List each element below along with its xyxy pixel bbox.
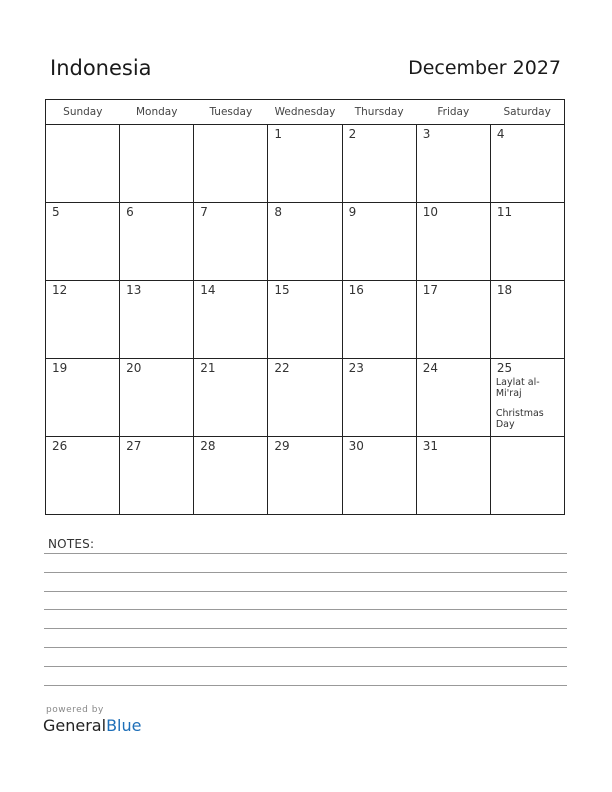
day-number: 11: [496, 205, 513, 219]
day-number: 19: [52, 361, 68, 375]
day-number: [46, 125, 119, 127]
day-cell: [268, 437, 342, 515]
day-number: 3: [422, 127, 431, 141]
day-cell: [120, 359, 194, 437]
day-number: [120, 125, 193, 127]
day-cell: [120, 437, 194, 515]
day-number: 14: [200, 283, 216, 297]
brand-general: General: [43, 716, 107, 735]
day-cell: [490, 203, 564, 281]
note-line: [44, 609, 567, 610]
day-number: 12: [52, 283, 68, 297]
day-number: 17: [422, 283, 438, 297]
day-number: 24: [422, 361, 438, 375]
day-cell: [46, 281, 120, 359]
day-cell: [46, 125, 120, 203]
day-cell: [490, 281, 564, 359]
day-number: 8: [274, 205, 283, 219]
day-cell: [120, 281, 194, 359]
day-number: 4: [496, 127, 505, 141]
day-number: 23: [348, 361, 364, 375]
day-cell: [342, 437, 416, 515]
day-number: 2: [348, 127, 357, 141]
brand-blue: Blue: [106, 716, 142, 735]
note-line: [44, 553, 567, 554]
day-number: 31: [422, 439, 438, 453]
week-row: [46, 437, 565, 515]
day-cell: [194, 437, 268, 515]
notes-label: NOTES:: [48, 537, 95, 551]
day-cell-holiday: [490, 359, 564, 437]
generalblue-logo: [43, 716, 141, 735]
day-number: 7: [200, 205, 208, 219]
weekday-sunday: Sunday: [46, 100, 120, 125]
day-number: 9: [348, 205, 357, 219]
day-number: 18: [496, 283, 513, 297]
day-cell: [416, 281, 490, 359]
day-cell: [120, 203, 194, 281]
day-number: 30: [348, 439, 364, 453]
holiday-christmas-day: Christmas Day: [495, 408, 544, 430]
day-cell: [342, 203, 416, 281]
day-number: 5: [52, 205, 60, 219]
day-cell: [46, 359, 120, 437]
week-row: [46, 203, 565, 281]
day-cell: [342, 359, 416, 437]
day-cell: [194, 359, 268, 437]
holiday-laylat-al-miraj: Laylat al-Mi'raj: [495, 377, 540, 399]
day-cell: [342, 281, 416, 359]
day-number: 16: [348, 283, 364, 297]
day-number: 20: [126, 361, 142, 375]
month-title: December 2027: [408, 57, 561, 79]
weekday-friday: Friday: [416, 100, 490, 125]
day-number: 26: [52, 439, 68, 453]
note-line: [44, 666, 567, 667]
week-row: [46, 125, 565, 203]
powered-by-text: powered by: [46, 705, 104, 715]
day-cell: [342, 125, 416, 203]
day-number: 1: [274, 127, 283, 141]
day-number: 10: [422, 205, 438, 219]
week-row: [46, 359, 565, 437]
day-cell: [268, 125, 342, 203]
day-number: [194, 125, 267, 127]
day-cell: [194, 281, 268, 359]
day-cell: [416, 359, 490, 437]
day-number: 15: [274, 283, 290, 297]
day-number: 13: [126, 283, 142, 297]
day-number: 27: [126, 439, 142, 453]
country-title: Indonesia: [50, 56, 152, 80]
day-number: [491, 437, 564, 439]
note-line: [44, 647, 567, 648]
day-cell: [416, 203, 490, 281]
day-cell: [194, 125, 268, 203]
day-number: 28: [200, 439, 216, 453]
note-line: [44, 591, 567, 592]
weekday-tuesday: Tuesday: [194, 100, 268, 125]
day-number: 25: [496, 361, 513, 375]
day-cell: [416, 437, 490, 515]
weekday-monday: Monday: [120, 100, 194, 125]
calendar-grid: [45, 99, 565, 515]
day-cell: [490, 437, 564, 515]
day-number: 29: [274, 439, 290, 453]
note-line: [44, 572, 567, 573]
weekday-wednesday: Wednesday: [268, 100, 342, 125]
day-cell: [194, 203, 268, 281]
day-cell: [490, 125, 564, 203]
day-cell: [268, 359, 342, 437]
day-number: 21: [200, 361, 216, 375]
day-cell: [120, 125, 194, 203]
day-cell: [268, 281, 342, 359]
weekday-header-row: [46, 100, 565, 125]
weekday-saturday: Saturday: [490, 100, 564, 125]
note-line: [44, 628, 567, 629]
day-cell: [268, 203, 342, 281]
weekday-thursday: Thursday: [342, 100, 416, 125]
day-cell: [46, 437, 120, 515]
day-cell: [416, 125, 490, 203]
day-number: 6: [126, 205, 134, 219]
note-line: [44, 685, 567, 686]
week-row: [46, 281, 565, 359]
day-cell: [46, 203, 120, 281]
day-number: 22: [274, 361, 290, 375]
